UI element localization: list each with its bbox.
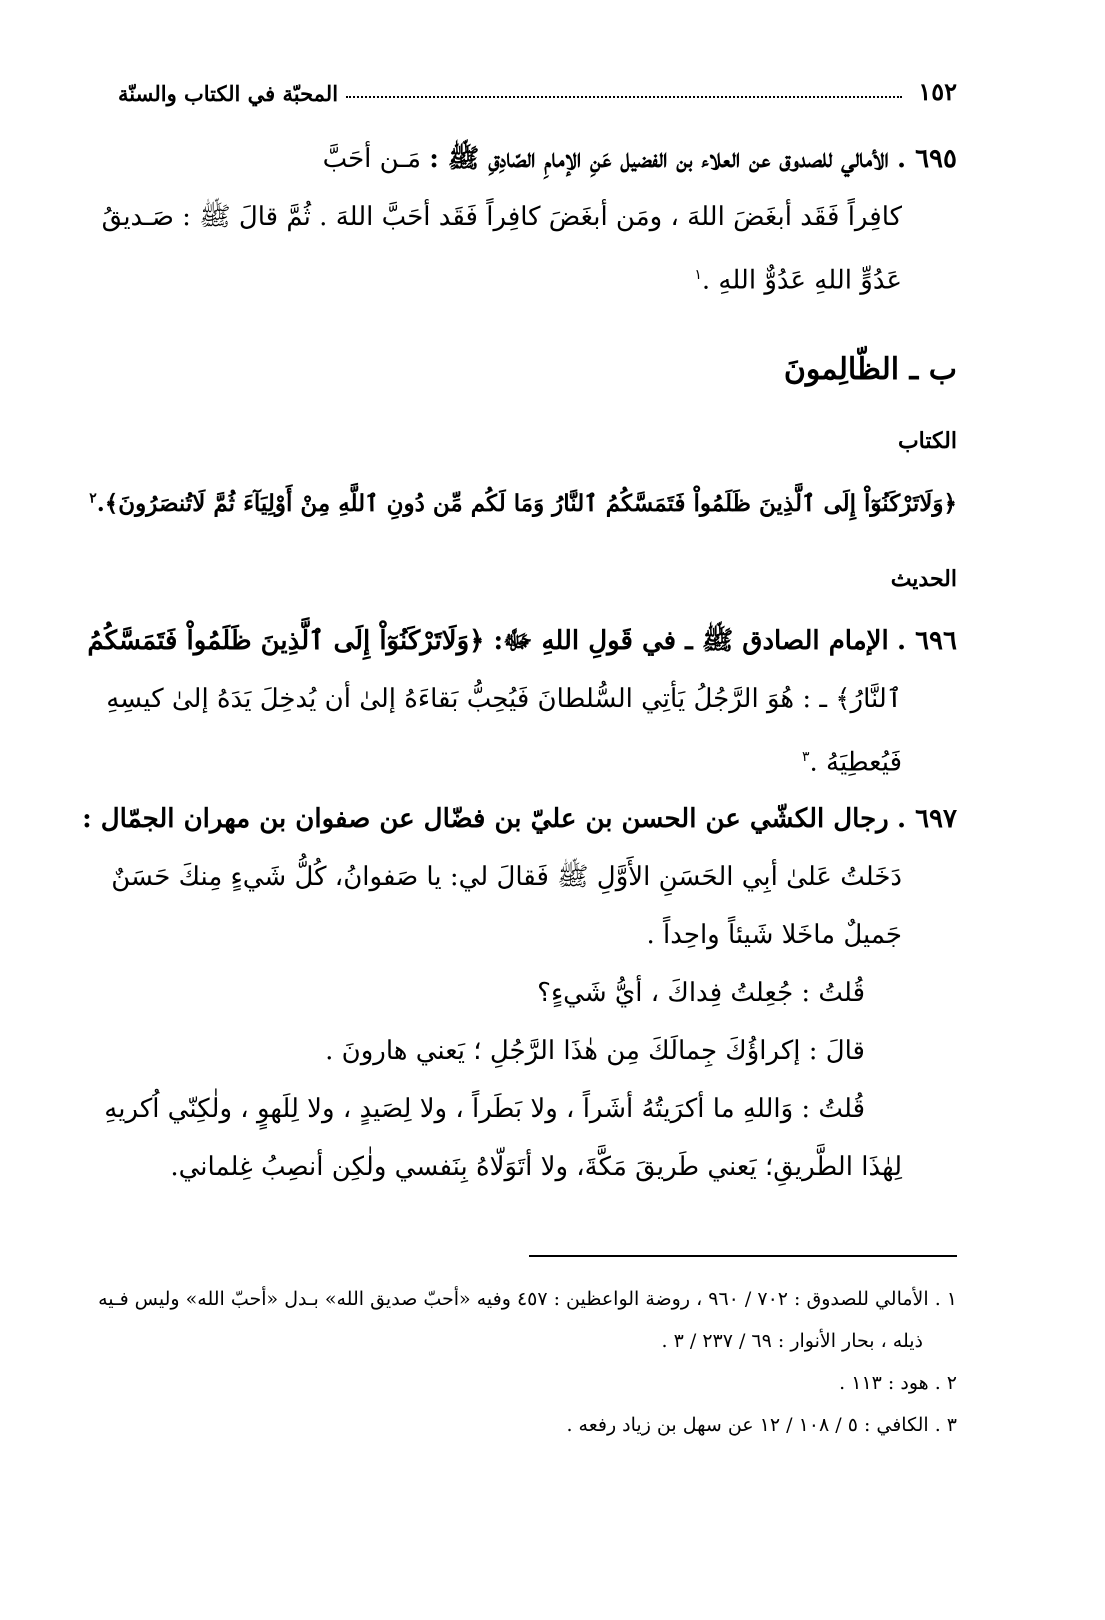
entry-697-line-1	[82, 790, 957, 848]
page-number: ١٥٢	[918, 77, 957, 106]
hadith-subheading: الحديث	[890, 566, 957, 592]
entry-text: مَـن أحَبَّ	[322, 144, 422, 174]
section-heading: ب ـ الظّالِمونَ	[783, 352, 957, 387]
book-subheading: الكتاب	[897, 428, 957, 454]
entry-697-line-7: لِهٰذَا الطَّريقِ؛ يَعني طَريقَ مَكَّةَ، ولا أتَوَلّاهُ بِنَفسي ولٰكِن أنصِبُ غِلماني.	[170, 1152, 902, 1182]
header-dotted-leader	[346, 95, 902, 98]
entry-696-line-2: ٱلنَّارُ﴾ ـ : هُوَ الرَّجُلُ يَأتِي السُّلطانَ فَيُحِبُّ بَقاءَهُ إلىٰ أن يُدخِلَ يَدَهُ إلىٰ كيسِهِ	[106, 684, 902, 714]
entry-697-line-5: قالَ : إكراؤُكَ جِمالَكَ مِن هٰذَا الرَّجُلِ ؛ يَعني هارونَ .	[325, 1036, 865, 1066]
entry-697-line-6: قُلتُ : وَاللهِ ما أكرَيتُهُ أشَراً ، ولا بَطَراً ، ولا لِصَيدٍ ، ولا لِلَهوٍ ، ولٰكِنّي اُكريهِ	[104, 1094, 865, 1124]
footnote-divider	[529, 1255, 957, 1257]
page-header	[118, 62, 957, 106]
entry-number: ٦٩٥ .	[896, 144, 957, 174]
footnote-1: ١ . الأمالي للصدوق : ٧٠٢ / ٩٦٠ ، روضة الواعظين : ٤٥٧ وفيه «أحبّ صديق الله» بـدل «أحبّ الله» وليس فـيه	[98, 1288, 957, 1310]
entry-695-line-3	[112, 246, 957, 310]
verse-text: ﴿وَلَاتَرْكَنُوٓاْ إِلَى ٱلَّذِينَ ظَلَمُواْ فَتَمَسَّكُمُ ٱلنَّارُ وَمَا لَكُم مِّن دُونِ ٱللَّهِ مِنْ أَوْلِيَآءَ ثُمَّ لَاتُنصَرُونَ﴾.	[96, 490, 957, 517]
entry-number: ٦٩٦ .	[896, 626, 957, 656]
entry-source: الأمالي للصدوق عن العلاء بن الفضيل عَنِ الإمامِ الصّادِقِ ﷺ :	[429, 144, 889, 174]
quran-verse	[89, 490, 957, 517]
entry-text: عَدُوٍّ اللهِ عَدُوٌّ اللهِ .	[701, 265, 902, 296]
running-title: المحبّة في الكتاب والسنّة	[118, 81, 339, 106]
footnote-ref: ٢	[89, 490, 97, 507]
footnote-3: ٣ . الكافي : ٥ / ١٠٨ / ١٢ عن سهل بن زياد رفعه .	[566, 1414, 957, 1436]
entry-695-line-1	[112, 130, 957, 188]
footnote-1-continued: ذيله ، بحار الأنوار : ٦٩ / ٢٣٧ / ٣ .	[661, 1330, 923, 1352]
entry-number: ٦٩٧ .	[896, 804, 957, 834]
entry-source: رجال الكشّي عن الحسن بن عليّ بن فضّال عن صفوان بن مهران الجمّال :	[82, 804, 889, 834]
entry-697-line-4: قُلتُ : جُعِلتُ فِداكَ ، أيُّ شَيءٍ؟	[537, 978, 865, 1008]
footnote-ref: ٣	[802, 749, 810, 765]
entry-695-line-2: كافِراً فَقَد أبغَضَ اللهَ ، ومَن أبغَضَ كافِراً فَقَد أحَبَّ اللهَ . ثُمَّ قالَ ﷺ : صَـديقُ	[101, 202, 902, 232]
footnote-2: ٢ . هود : ١١٣ .	[839, 1372, 957, 1394]
hadith-entry-696	[87, 612, 957, 792]
entry-697-line-2: دَخَلتُ عَلىٰ أبِي الحَسَنِ الأَوَّلِ ﷺ فَقالَ لي: يا صَفوانُ، كُلُّ شَيءٍ مِنكَ حَسَنٌ	[111, 862, 902, 892]
footnotes	[98, 1278, 957, 1446]
entry-697-line-3: جَميلٌ ماخَلا شَيئاً واحِداً .	[646, 920, 902, 950]
entry-text: الإمام الصادق ﷺ ـ في قَولِ اللهِ ﷻ: ﴿وَلَاتَرْكَنُوٓاْ إِلَى ٱلَّذِينَ ظَلَمُواْ فَتَمَسَّكُمُ	[87, 626, 889, 656]
hadith-entry-697	[82, 790, 957, 1196]
entry-text: فَيُعطِيَهُ .	[809, 747, 902, 778]
footnote-ref: ١	[694, 267, 702, 283]
hadith-entry-695	[101, 130, 957, 310]
entry-696-line-3	[112, 728, 957, 792]
entry-696-line-1	[87, 612, 957, 670]
